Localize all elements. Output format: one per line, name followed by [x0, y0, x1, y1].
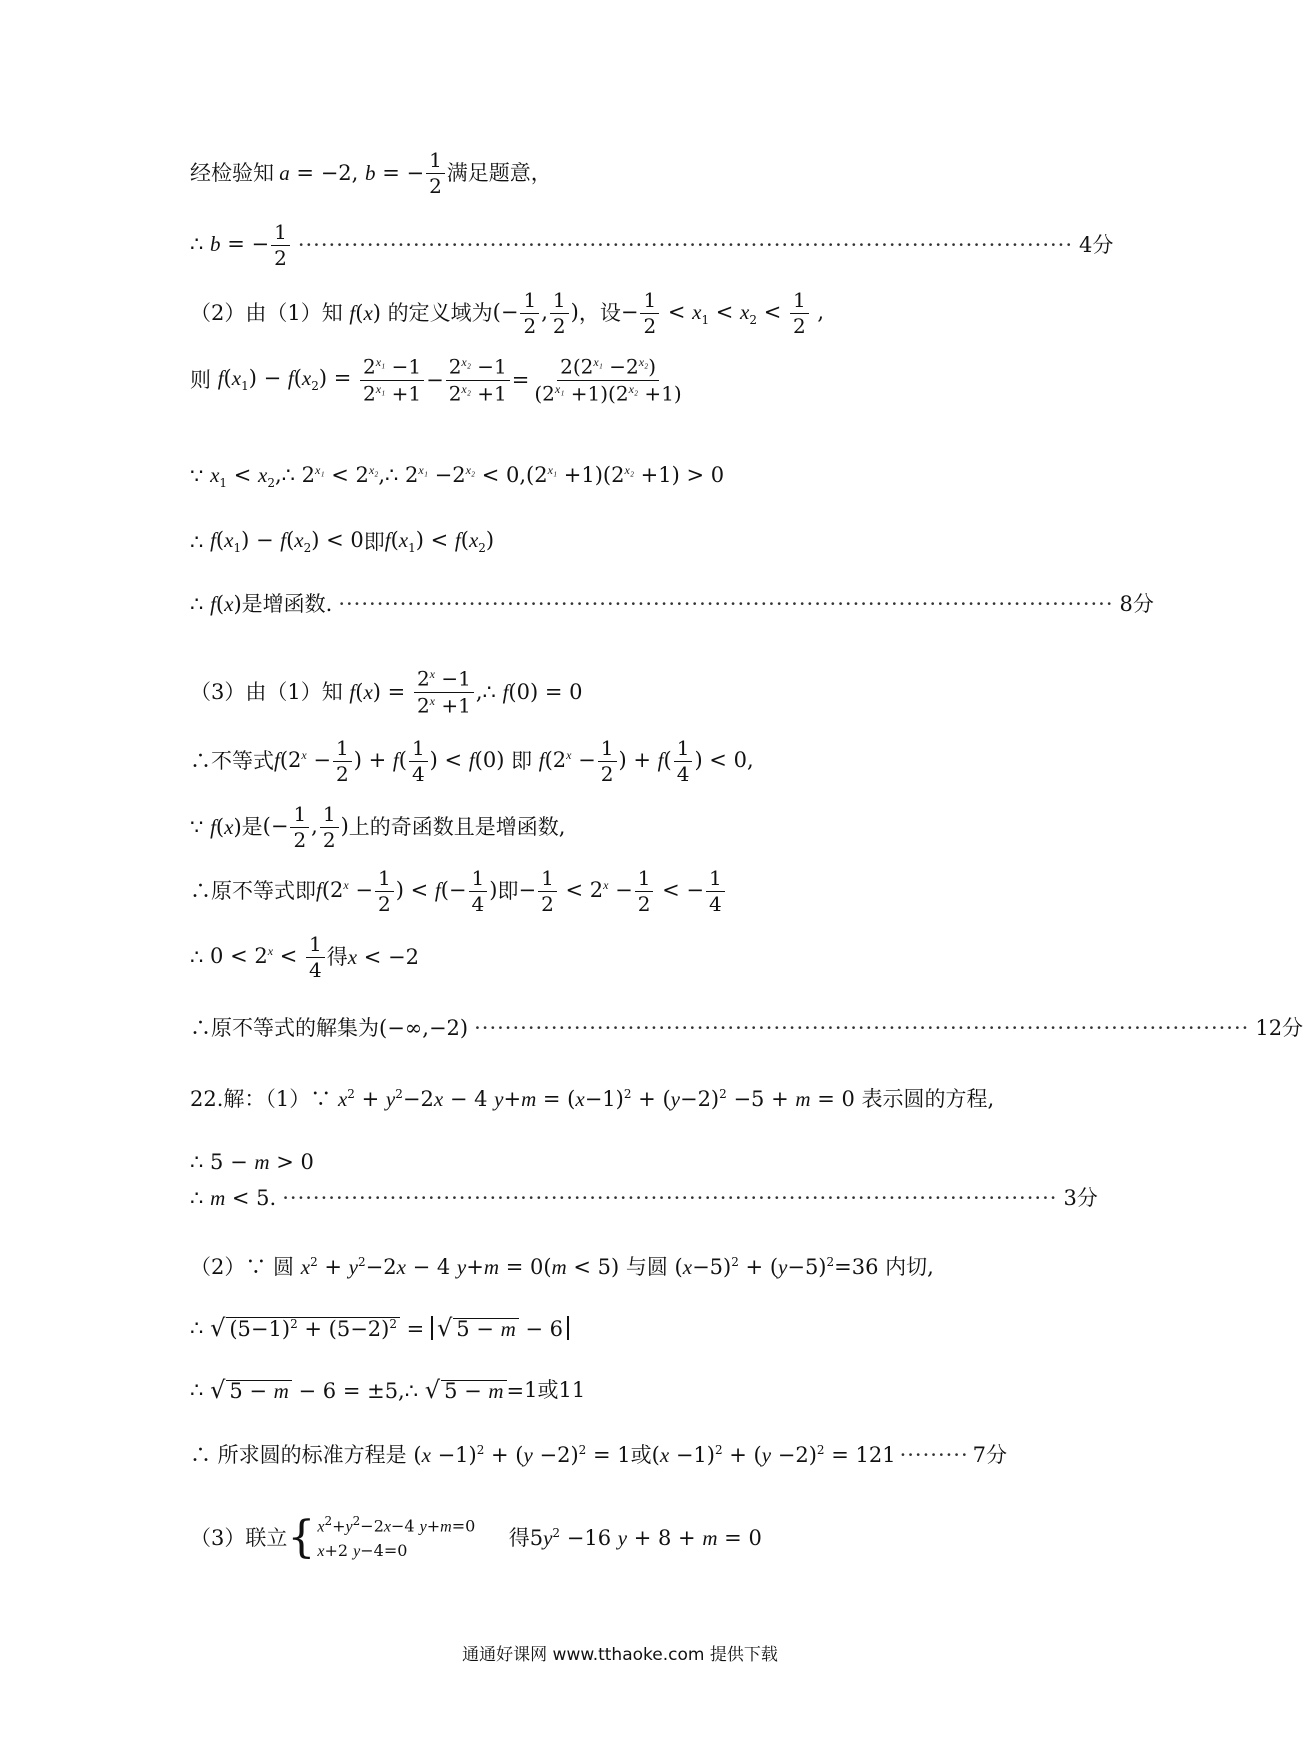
text: ∴: [190, 1377, 204, 1402]
footer-credit: 通通好课网 www.tthaoke.com 提供下载: [462, 1645, 778, 1665]
text: ∵: [190, 815, 204, 839]
score-label: 4分: [1079, 233, 1114, 257]
text: ∴: [190, 945, 204, 969]
text: 即: [511, 749, 533, 773]
text: 表示圆的方程,: [861, 1086, 995, 1111]
text: ∴: [190, 592, 204, 616]
leader-dots: ·····································································································: [338, 592, 1114, 616]
text: ∴: [190, 1315, 204, 1340]
line-part3-start: （3）由（1）知 f(x) = $\frac{2^x -1}{2^x +1}$ ,∴ f(0) = 0: [190, 666, 583, 718]
text: ∴: [190, 529, 204, 554]
score-label: 8分: [1119, 592, 1154, 616]
text: 1或11: [524, 1377, 586, 1402]
equation-system: { $x^2+y^2-2x-4$ y+m=0 x+2 y−4=0: [287, 1512, 476, 1564]
text: 则: [190, 367, 211, 392]
text: ∴原不等式即: [190, 879, 316, 903]
text: （3）联立: [190, 1525, 288, 1550]
text: 的定义域为: [387, 301, 493, 325]
line-q22-part1: 22.解：（1）∵ $x^2 + y^2-2x - 4$ $y+m = (x-1)^2 + (y-2)^2 -5 + m = 0$ 表示圆的方程,: [190, 1086, 995, 1111]
text: ∴ 所求圆的标准方程是: [190, 1442, 407, 1467]
score-label: 3分: [1063, 1186, 1098, 1210]
leader-dots: ·····································································································: [474, 1016, 1250, 1040]
line-distance: ∴ √ $(5-1)^2 + (5-2)^2$ = √ 5 − m − 6: [190, 1316, 569, 1340]
leader-dots: ·········: [899, 1442, 969, 1467]
leader-dots: ·····································································································: [297, 233, 1074, 257]
line-standard-eq: ∴ 所求圆的标准方程是 $(x -1)^2 + (y -2)^2 = 1$ 或 $(x -1)^2 + (y -2)^2 = 121$ ········· 7分: [190, 1442, 1008, 1467]
text: ∵: [190, 464, 204, 489]
text: 得: [326, 945, 348, 969]
text: ∴原不等式的解集为: [190, 1016, 379, 1040]
text: 得: [508, 1525, 530, 1550]
line-inequality: ∴不等式 $f(2^x$ − $\frac{1}{2}$ ) + f( $\frac{1}{4}$ ) < f(0) 即 $f(2^x$ − $\frac{1}{2}$ ) + f( $\frac{1}{4}$ ) < 0,: [190, 736, 754, 786]
text: （2）由（1）知: [190, 301, 343, 325]
line-difference: 则 $f(x_1) - f(x_2)$ = $\frac{2^{x_1} -1}{2^{x_1} +1}$ − $\frac{2^{x_2} -1}{2^{x_2} +1}$ = $\frac{2(2^{x_1} -2^{x_2})}{(2^{x_1} +1)(2^{x_2} +1)}$: [190, 354, 682, 406]
text: 即: [363, 529, 385, 554]
text: （3）由（1）知: [190, 679, 343, 704]
text: 内切,: [885, 1254, 934, 1279]
text: （2）∵ 圆: [190, 1254, 295, 1279]
text: 22.解：（1）∵: [190, 1086, 332, 1111]
line-verification: 经检验知 a = −2, b = − $\frac{1}{2}$ 满足题意，: [190, 148, 552, 198]
text: 上的奇函数且是增函数,: [348, 815, 566, 839]
text: 是: [241, 815, 263, 839]
text: 或: [630, 1442, 652, 1467]
line-q22-part3: （3）联立 { $x^2+y^2-2x-4$ y+m=0 x+2 y−4=0 得 $5y^2 -16$ y + 8 + m = 0: [190, 1512, 762, 1564]
text: ，设: [578, 301, 621, 325]
line-odd-function: ∵ f(x) 是 (− $\frac{1}{2}$ , $\frac{1}{2}$ ) 上的奇函数且是增函数,: [190, 802, 566, 852]
line-5-minus-m: ∴ 5 − m > 0: [190, 1150, 314, 1174]
line-range: ∴ $0 < 2^x$ < $\frac{1}{4}$ 得 x < −2: [190, 932, 419, 982]
line-increasing: ∴ f(x) 是增函数. ····································································································· 8分: [190, 592, 1154, 616]
text: ∴: [190, 1186, 204, 1210]
text: 经检验知: [190, 161, 274, 185]
line-sqrt-eq: ∴ √ 5 − m − 6 = ±5,∴ √ 5 − m = 1或11: [190, 1376, 586, 1404]
line-since: ∵ $x_1$ < $x_2,\therefore$ $2^{x_1}$ < $2^{x_2},\therefore$ $2^{x_1} -2^{x_2} < 0,(2^{x_1} +1)(2^{x_2} +1) > 0$: [190, 463, 725, 491]
text: 即: [497, 879, 519, 903]
text: 满足题意，: [446, 161, 552, 185]
text: 是增函数.: [241, 592, 333, 616]
score-label: 7分: [972, 1442, 1008, 1467]
line-conclusion-1: ∴ $f(x_1) - f(x_2) < 0$ 即 $f(x_1) < f(x_2)$: [190, 528, 495, 556]
line-m-less-5: ∴ m < 5. ····································································································· 3分: [190, 1186, 1098, 1210]
line-b-result: ∴ b = − $\frac{1}{2}$ ····································································································· 4分: [190, 220, 1114, 270]
line-domain: （2）由（1）知 f(x) 的定义域为 (− $\frac{1}{2}$ , $\frac{1}{2}$ ) ，设 − $\frac{1}{2}$ < $x_1 < x_2$ < $\frac{1}{2}$ ,: [190, 288, 825, 338]
line-q22-part2: （2）∵ 圆 $x^2 + y^2-2x - 4$ y+m = 0(m < 5) 与圆 $(x-5)^2 + (y-5)^2=36$ 内切,: [190, 1254, 934, 1279]
text: ∴: [190, 1150, 204, 1174]
text: ∴不等式: [190, 749, 274, 773]
line-original-inequality: ∴原不等式即 $f(2^x$ − $\frac{1}{2}$ ) < f(− $\frac{1}{4}$ ) 即 − $\frac{1}{2}$ < $2^x$ − $\frac{1}{2}$ < − $\frac{1}{4}$: [190, 868, 727, 915]
line-solution-set: ∴原不等式的解集为 (−∞,−2) ····································································································· 12分: [190, 1016, 1303, 1040]
score-label: 12分: [1255, 1016, 1303, 1040]
text: 与圆: [625, 1254, 668, 1279]
leader-dots: ·····································································································: [282, 1186, 1058, 1210]
